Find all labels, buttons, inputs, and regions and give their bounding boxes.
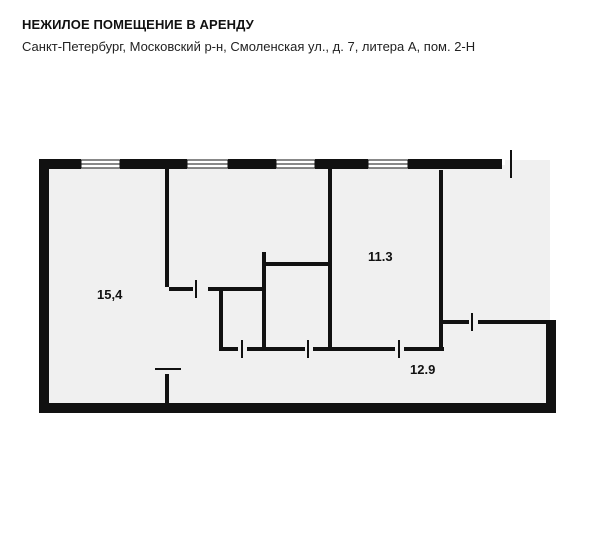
room-area-label: 15,4 (97, 287, 123, 302)
property-address: Санкт-Петербург, Московский р-н, Смоленская ул., д. 7, литера А, пом. 2-Н (22, 39, 476, 54)
window-4 (368, 160, 408, 168)
window-1 (81, 160, 120, 168)
room-area-label: 12.9 (410, 362, 436, 377)
window-2 (187, 160, 228, 168)
window-3 (276, 160, 315, 168)
room-area-label: 11.3 (368, 249, 393, 264)
page-title: НЕЖИЛОЕ ПОМЕЩЕНИЕ В АРЕНДУ (22, 17, 254, 32)
floor-area (45, 160, 550, 407)
